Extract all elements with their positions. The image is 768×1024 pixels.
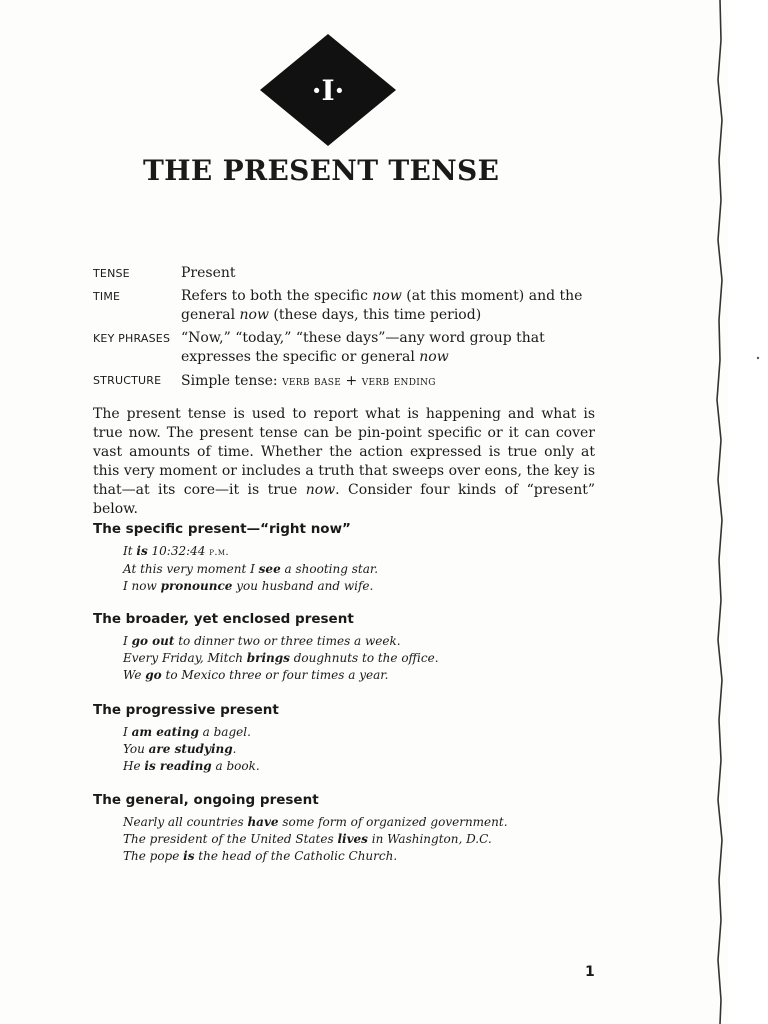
example-sentence: Nearly all countries have some form of organized government. [123, 815, 508, 829]
summary-value: Simple tense: verb base + verb ending [181, 373, 436, 389]
section-heading: The specific present—“right now” [93, 521, 351, 537]
section-heading: The general, ongoing present [93, 792, 319, 808]
summary-label: TIME [93, 290, 121, 303]
summary-row-time [93, 287, 596, 325]
tense-summary [93, 264, 596, 391]
example-list [123, 724, 593, 775]
torn-edge [658, 0, 768, 1024]
example-sentence: You are studying. [123, 742, 237, 756]
page-number: 1 [585, 964, 595, 980]
example-sentence: It is 10:32:44 p.m. [123, 544, 230, 558]
summary-label: KEY PHRASES [93, 332, 171, 345]
section-heading: The broader, yet enclosed present [93, 611, 354, 627]
summary-row-key-phrases [93, 329, 596, 367]
section-heading: The progressive present [93, 702, 279, 718]
example-sentence: I am eating a bagel. [123, 725, 251, 739]
summary-label: TENSE [93, 267, 130, 280]
chapter-title: THE PRESENT TENSE [143, 154, 500, 187]
example-sentence: The pope is the head of the Catholic Church. [123, 849, 398, 863]
summary-label: STRUCTURE [93, 374, 162, 387]
summary-row-tense [93, 264, 596, 283]
example-list [123, 543, 593, 595]
section-general-present [93, 792, 593, 865]
chapter-badge [260, 34, 396, 146]
example-sentence: I go out to dinner two or three times a week. [123, 634, 401, 648]
summary-value: Refers to both the specific now (at this moment) and the general now (these days, this time period) [181, 288, 583, 323]
example-sentence: At this very moment I see a shooting star. [123, 562, 379, 576]
example-sentence: We go to Mexico three or four times a year. [123, 668, 389, 682]
example-sentence: Every Friday, Mitch brings doughnuts to the office. [123, 651, 439, 665]
summary-row-structure [93, 371, 596, 391]
section-progressive-present [93, 702, 593, 775]
intro-paragraph: The present tense is used to report what is happening and what is true now. The present tense can be pin-point specific or it can cover vast amounts of time. Whether the action expressed is true only at this very moment or includes a truth that sweeps over eons, the key is that—at its core—it is true now. Consider four kinds of “present” below. [93, 406, 595, 517]
example-sentence: I now pronounce you husband and wife. [123, 579, 374, 593]
chapter-numeral: ·I· [311, 74, 345, 107]
section-enclosed-present [93, 611, 593, 684]
example-list [123, 633, 593, 684]
example-sentence: He is reading a book. [123, 759, 260, 773]
summary-value: “Now,” “today,” “these days”—any word group that expresses the specific or general now [181, 330, 545, 365]
example-list [123, 814, 593, 865]
example-sentence: The president of the United States lives in Washington, D.C. [123, 832, 492, 846]
section-specific-present [93, 521, 593, 595]
summary-value: Present [181, 265, 236, 281]
